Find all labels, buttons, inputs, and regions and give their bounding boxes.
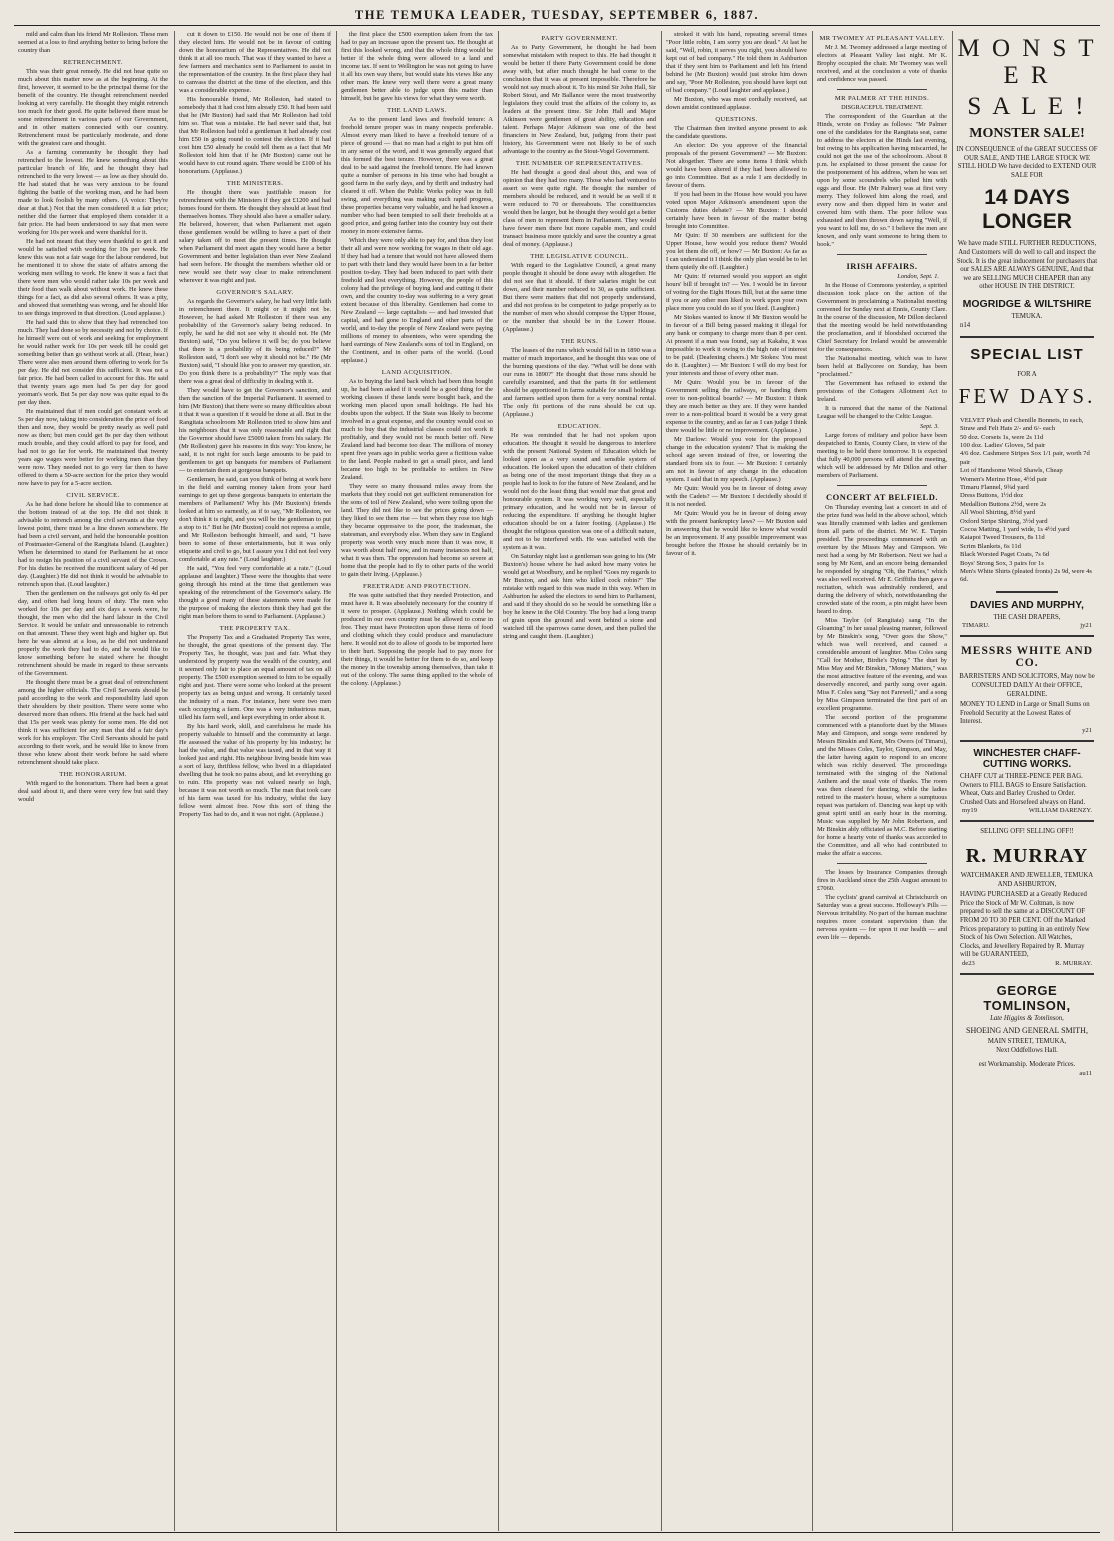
ad-code: my19 (962, 807, 978, 815)
special-list-ad (956, 346, 1098, 629)
article-headline: MR TWOMEY AT PLEASANT VALLEY. (819, 35, 945, 42)
ad-body: HAVING PURCHASED at a Greatly Reduced Price the Stock of Mr W. Coltman, is now prepared to sell the same at a DISCOUNT OF FROM 20 TO 30 PER CENT. Off the Marked Prices preparatory to putting in an entirely New Stock of his Own Selection. All Watches, Clocks, and Jewellery Repaired by R. Murray will be GUARANTEED, (960, 891, 1090, 959)
paragraph: If you had been in the House how would you have voted upon Major Atkinson's amendment upon the Customs duties debate? — Mr Buxton: I should certainly have been in favour of the matter being brought into Committee. (666, 191, 807, 230)
section-heading: LAND ACQUISITION. (381, 369, 453, 376)
dateline: London, Sept. 1. (897, 273, 939, 280)
section-heading: RETRENCHMENT. (63, 59, 123, 66)
paragraph: The leases of the runs which would fall in in 1890 was a matter of much importance, and he thought this was one of the burning questions of the day. "What will be done with our runs in 1890?" He thought that those runs should be carefully examined, and that the parts fit for settlement should be apportioned in farms suitable for small holdings and farmers settled upon them for a very nominal rental. The only fit portions of the runs should be cut up. (Applause.) (503, 347, 656, 418)
paragraph: Mr Quin: If 30 members are sufficient for the Upper House, how would you reduce them? Would you let them die off, or how? — Mr Buxton: As far as I can understand it I think the only plan would be to let them quietly die off. (Laughter.) (666, 232, 807, 271)
paragraph: He was quite satisfied that they needed Protection, and must have it. It was absolutely necessary for the country if it were to prosper. (Applause.) Nothing which could be produced in our own country must be allowed to come in free. They must have Protection upon these items of food and clothing which they could produce and manufacture here. It would not do to allow of goods to be imported here to their hurt. Supposing the people had to pay more for their things, it would be better for them to do so, and keep the money in the township among themselves, than take it out of the colony. The same thing applied to the whole of the colony. (Applause.) (341, 592, 493, 687)
paragraph: Large forces of military and police have been despatched to Ennis, County Clare, in view of the meeting to be held there tomorrow. It is expected that fully 40,000 persons will attend the meeting, which will be addressed by Mr Dillon and other members of Parliament. (817, 432, 947, 479)
paragraph: The Property Tax and a Graduated Property Tax were, he thought, the great questions of the present day. The Property Tax, he thought, was just and fair. What they understood by property was the wealth of the country, and it seemed only fair to place an equal amount of tax on all property. The £500 exemption seemed to him to be equally right and just. There were some who looked at the present property tax as being unjust and wrong. It certainly taxed the industry of a man. For instance, here were two men each occupying a farm. One was a very industrious man, tilled his farm well, and kept everything in order about it. (179, 634, 331, 721)
price-list-item: Kaiapoi Tweed Trousers, 8s 11d (960, 534, 1045, 542)
price-list-item: Timaru Flannel, 9¾d yard (960, 483, 1029, 491)
paragraph: They were so many thousand miles away from the markets that they could not get sufficient remuneration for the sons of toil of New Zealand, who were toiling upon the land. They did not like to see the prices going down — they liked to see them rise — but when they rose too high they became oppressive to the poor, the tradesman, the statesman, and everybody else. When they saw in England property was worth very much more than it was now, it was worth about half now, and in many instances not half, what it was then. The oppression had become so severe at home that the people had to fly to other parts of the world to gain their living. (Applause.) (341, 483, 493, 578)
paragraph: The Government has refused to extend the provisions of the Cottagers Allotment Act to Ireland. (817, 380, 947, 403)
paragraph: He maintained that if men could get constant work at 5s per day now, taking into consideration the price of food then and now, they would be pretty nearly as well paid now as then; but men could get 8s per day then without much trouble, and they could afford to pay for food, and had not to go far for work. He maintained that twenty years ago wages were better for working men than they were now. They needed not to go very far then to have offered to them a 50-acre section for the price they would now have to pay for a 5-acre section. (18, 408, 168, 487)
ad-code: de23 (962, 959, 975, 967)
paragraph: He said, "You feel very comfortable at a rate." (Loud applause and laughter.) These were the thoughts that were going through his mind at the time that gentlemen was speaking of the retrenchment of the Governor's salary. He thought a good many of these statements were made for the purpose of making the electors think they had got the right man before them to send to Parliament. (Applause.) (179, 565, 331, 620)
paragraph: Mr Stokes wanted to know if Mr Buxton would be in favour of a Bill being passed making it illegal for any bank or company to charge more than 8 per cent. At present if a man was found, say at Kakahu, it was impossible to work it owing to the high rate of interest to be paid. (Deafening cheers.) Mr Stokes: You must do it. (Laughter.) — Mr Buxton: I will do my best for your interests and those of every other man. (666, 314, 807, 377)
paragraph: By his hard work, skill, and carefulness he made his property valuable to himself and the community at large. He assessed the value of his property by his industry; he had the value, and that value was taxed, and in that way it looked just and right. His neighbour living beside him was a sort of lazy, thriftless fellow, who lived in a dilapidated dwelling that he took no pains about, and let everything go to ruin. His property was not valued nearly so high, because it was not worth so much. The man that took care of his farm was taxed for his industry, whilst the lazy fellow went almost free. Now this sort of thing the Property Tax had to do, and it was not right. (Applause.) (179, 723, 331, 818)
paragraph: Mr Buxton, who was most cordially received, sat down amidst continued applause. (666, 96, 807, 111)
divider (996, 591, 1058, 593)
ad-code: jy21 (1080, 622, 1092, 630)
advertisement-column (956, 31, 1098, 1531)
paragraph: The second portion of the programme commenced with a pianoforte duet by the Misses May and Gimpson, and songs were rendered by Messrs Binskin and Kent, Mrs Owers (of Timaru), and the Misses Coles, Taylor, Gimpson, and May, the latter having again to respond to an encore which was richly deserved. The proceedings terminated with the singing of the National Anthem and the usual vote of thanks. The room was then cleared for dancing, while the ladies retired to the master's house, where a sumptuous repast was partaken of. Dancing was kept up with great spirit until an early hour in the morning. Music was supplied by Mr John Robertson, and Mr Binskin ably officiated as M.C. Before starting for home a hearty vote of thanks was accorded to the Committee, and all who had contributed to make the affair a success. (817, 714, 947, 857)
ad-body: IN CONSEQUENCE of the GREAT SUCCESS OF OUR SALE, AND THE LARGE STOCK WE STILL HOLD We have decided to EXTEND OUR SALE FOR (956, 146, 1098, 179)
white-and-co-ad (956, 645, 1098, 734)
column-rule (174, 31, 175, 1531)
article-headline: MR PALMER AT THE HINDS. (834, 95, 930, 102)
paragraph: Mr Darlow: Would you vote for the proposed change in the education system? That is making the school age seven instead of five, or lowering the standard from six to four. — Mr Buxton: I certainly am not in favour of any change in the education system. I said that in my speech. (Applause.) (666, 436, 807, 483)
price-list (956, 417, 1098, 585)
ad-code: au11 (1079, 1069, 1092, 1077)
bottom-rule (14, 1532, 1100, 1533)
paragraph: the first place the £500 exemption taken from the tax had to pay an increase upon the present tax. He thought at first this looked wrong, and that the whole thing would be better if the whole thing were allowed to a land and income tax. If sent to Wellington he was not going to have it all his own way there, but would state his views like any other man. He knew very well there were a great many gentlemen better able to judge upon this matter than himself, but he gave his views for what they were worth. (341, 31, 493, 102)
masthead: THE TEMUKA LEADER, TUESDAY, SEPTEMBER 6, 1887. (354, 8, 760, 22)
advertiser-name: R. MURRAY (965, 844, 1089, 867)
price-list-item: Oxford Stripe Shirting, 3½d yard (960, 517, 1048, 525)
ad-subheadline: FOR A (1017, 371, 1037, 379)
paragraph: Which they were only able to pay for, and thus they lost their all and were now working for wages in their old age. If they had had a tenure that would not have allowed them to part with their land they would have been in a far better position to-day. They had been induced to part with their freehold and lost everything. However, the people of this colony had the privilege of buying land and cutting it their own, and the country to-day was suffering to a very great extent because of this liberality. Gentlemen had come to New Zealand — large capitalists — and had invested that capital, and had gone to England and other parts of the world, and to-day the people of New Zealand were paying millions of money to absentees, who were spending the hard earnings of New Zealand's sons of toil in England, on the Continent, and in other parts of the world. (Loud applause.) (341, 237, 493, 364)
dateline: Sept. 3. (920, 423, 939, 430)
paragraph: It is rumored that the name of the National League will be changed to the Celtic League. (817, 405, 947, 420)
paragraph: He thought there must be a great deal of retrenchment among the higher officials. The Civil Servants should be paid according to the work and responsibility laid upon their shoulders by their position. There were some who deserved more than others. His friend at the back had said that 15s per week was plenty for some men. He did not think it was sufficient for any man that did a fair day's work for his employer. The Civil Servants should be paid according to their work, and he would like to know from those who knew about their work before he said where retrenchment should take place. (18, 679, 168, 766)
paragraph: Mr J. M. Twomey addressed a large meeting of electors at Pleasant Valley last night. Mr K. Brophy occupied the chair. Mr Twomey was well received, and at the conclusion a vote of thanks and confidence was passed. (817, 44, 947, 83)
article-column-5 (666, 31, 807, 1531)
section-heading: THE LAND LAWS. (387, 107, 447, 114)
ad-headline: M O N S T E R (957, 35, 1097, 89)
price-list-item: Lot of Handsome Wool Shawls, Cheap (960, 467, 1063, 475)
ad-code: y21 (1082, 727, 1092, 734)
ad-body: CHAFF CUT at THREE-PENCE PER BAG. Owners to FILL BAGS to Ensure Satisfaction. Wheat, Oats and Barley Crushed to Order. Crushed Oats and Horsefeed always on Hand. (960, 773, 1087, 806)
price-list-item: 4/6 doz. Cashmere Stripes Sox 1/1 pair, worth 7d pair (960, 450, 1090, 466)
paragraph: On Thursday evening last a concert in aid of the prize fund was held in the above school, which was literally crammed with ladies and gentlemen from all parts of the district. Mr W. E. Turpin presided. The proceedings commenced with an overture by the Misses May and Gimpson. We next had a song by Mr Robertson. Next we had a song by Mr Kent, and an encore being demanded he responded by singing "Oh, the Fairies," which was also well received. Mr E. Griffiths then gave a recitation, which was admirably rendered, and during the delivery of which, notwithstanding the crowded state of the room, a pin might have been heard to drop. (817, 504, 947, 615)
ad-location: TEMUKA. (1011, 312, 1043, 320)
ad-signature: WILLIAM DARENZY. (1028, 807, 1092, 815)
price-list-item: 50 doz. Corsets 1s, were 2s 11d (960, 433, 1044, 441)
advertiser-name: MOGRIDGE & WILTSHIRE (962, 297, 1092, 310)
tomlinson-ad (956, 983, 1098, 1077)
section-heading: THE MINISTERS. (226, 180, 284, 187)
section-heading: THE LEGISLATIVE COUNCIL. (530, 253, 629, 260)
advertiser-name: GEORGE TOMLINSON, (983, 982, 1071, 1013)
article-column-6 (817, 31, 947, 1531)
ad-subheadline: MONSTER SALE! (969, 126, 1085, 141)
ad-headline: SPECIAL LIST (970, 346, 1084, 364)
paragraph: The correspondent of the Guardian at the Hinds, wrote on Friday as follows: "Mr Palmer one of the candidates for the Rangitata seat, came to address the electors at the Hinds last evening, but owing to his application having miscarried, he could not get the use of the schoolroom. About 8 p.m. he explained to those present the cause for the postponement of his address, when he was set upon by some scoundrels who pelted him with eggs and flour. He (Mr Palmer) was at first very merry. They followed him along the road, and every now and then dipped him in water and covered him with them. The poor fellow was exhausted and then thrown down saying "Well, if you want to kill me, do so." I believe the men are known, and only want someone to bring them to book." (817, 113, 947, 248)
paragraph: With regard to the Legislative Council, a great many people thought it should be done away with altogether. He did not see that it should. If their salaries might be cut down, and their number reduced to 30, as quite sufficient. But there were matters that did not properly understand, and did not profess to be competent to judge properly as to the number of men who should compose the Upper House, or the number that should be in the Lower House. (Applause.) (503, 262, 656, 333)
paragraph: Mr Quin: If returned would you support an eight hours' bill if brought in? — Yes. I would be in favour of voting for the Eight Hours Bill, but at the same time if you or any other men liked to work upon your own place more you could do so if you liked. (Laughter.) (666, 273, 807, 312)
ad-body: We have made STILL FURTHER REDUCTIONS, And Customers will do well to call and inspect the Stock. It is the great inducement for purchasers that our SALES ARE ALWAYS GENUINE, And that we are SELLING MUCH CHEAPER than any other HOUSE IN THE DISTRICT. (956, 240, 1098, 291)
advertiser-name: MESSRS WHITE AND CO. (960, 645, 1094, 670)
paragraph: As to the present land laws and freehold tenure: A freehold tenure proper was in many respects preferable. Almost every man liked to have a freehold tenure of a piece of ground — that no man had a right to put him off in any sense of the word, and it was generally argued that this formed the best tenure. However, there was a great deal to be said against the freehold tenure. He had known quite a number of persons in his time who had bought a good farm in the early days, and by thrift and industry had cleared it off. When the Public Works policy was in full swing, and everything was making such rapid progress, these properties became very valuable, and he had known a number who had been tempted to sell their freeholds at a good price, and going farther into the country buy out their money in more extensive farms. (341, 116, 493, 235)
paragraph: stroked it with his hand, repeating several times "Poor little robin, I am sorry you are dead." At last he said, "Well, robin, it serves you right, you should have kept out of bad company." He told them in Ashburton that if they sent him to Parliament and left his friend behind he (Mr Buxton) would just stroke him down and say, "Poor Mr Rolleston, you should have kept out of bad company." (Loud laughter and applause.) (666, 31, 807, 94)
masthead-rule (14, 25, 1100, 26)
divider (837, 485, 927, 486)
paragraph: As to buying the land back which had been thus bought up, he had been asked if it would be a good thing for the working classes if these lands were bought back, and the working men placed upon small holdings. He had his doubts upon the subject. If the State was likely to become involved in a great expense, and the country would cost so much to buy that the industrial classes could not work it profitably, and they would not be much better off. New Zealand land had become too dear. The millions of money spent five years ago in public works gave a fictitious value to the land. People rushed to get a small piece, and land became too high to be profitable to settlers in New Zealand. (341, 378, 493, 481)
price-list-item: Boys' Strong Sox, 3 pairs for 1s (960, 559, 1044, 567)
paragraph: Miss Taylor (of Rangitata) sang "In the Gloaming" in her usual pleasing manner, followed by Mr Binskin's song, "Over goes the Show," which was well received, and caused a considerable amount of laughter. Miss Coles sang "Call for Mother, Birdie's Dying." The duet by Miss May and Mr Binskin, "Money Matters," was the most attractive feature of the evening, and was deservedly encored, and partly sung over again. Miss F. Coles sang "Say not Farewell," and a song by Miss Gimpson terminated the first part of an excellent programme. (817, 617, 947, 712)
article-column-4 (503, 31, 656, 1531)
divider (960, 820, 1094, 822)
divider (837, 89, 927, 90)
ad-headline: FEW DAYS. (958, 383, 1096, 408)
article-headline: IRISH AFFAIRS. (846, 261, 918, 271)
price-list-item: All Wool Shirting, 8½d yard (960, 509, 1036, 517)
divider (837, 863, 927, 864)
ad-footer (956, 960, 1098, 967)
section-heading: PARTY GOVERNMENT. (541, 35, 618, 42)
paragraph: As to Party Government, he thought he had been somewhat mistaken with respect to this. He had thought it would be better if there Party Government could be done away with, but after much thought he had come to the conclusion that it was at present impossible. Therefore he would not say much about it. To his mind Sir John Hall, Sir Robert Stout, and Mr Ballance were the most trustworthy legislators they could trust the affairs of the colony to, as leaders at the present time. Sir John Hall and Major Atkinson were gentlemen of great ability, education and talent. Perhaps Major Atkinson was one of the best financiers in New Zealand, but, judging from their past history, his Government were not likely to be of such advantage to the country as the Stout-Vogel Government. (503, 44, 656, 155)
ad-location: TIMARU. (962, 622, 990, 630)
monster-sale-ad (956, 35, 1098, 330)
paragraph: They would have to get the Governor's sanction, and then the sanction of the Imperial Parliament. It seemed to him (Mr Buxton) that there were so many difficulties about it that it was a question if it would be done at all. But in the Rangitata schoolroom Mr Rolleston tried to show him and his neighbours that it was only reasonable and right that the Governor should have £5000 taken from his salary. He (Mr Rolleston) gave his reasons in this way: You know, he said, it is not right for such large amounts to be paid to gentlemen to get up banquets for members of Parliament — to entertain them at gorgeous banquets. (179, 387, 331, 474)
section-heading: QUESTIONS. (715, 116, 758, 123)
price-list-item: Women's Merino Hose, 4½d pair (960, 475, 1048, 483)
ad-location: MAIN STREET, TEMUKA, (987, 1038, 1067, 1046)
ad-body: MONEY TO LEND in Large or Small Sums on Freehold Security at the Lowest Rates of Interest. (960, 701, 1090, 726)
paragraph: An elector: Do you approve of the financial proposals of the present Government? — Mr Buxton: Not altogether. There are some items I think which would have been altered if they had been allowed to go into Committee. But as a rule I am decidedly in favour of them. (666, 142, 807, 189)
paragraph: Mr Quin: Would you be in favour of the Government selling the railways, or handing them over to non-political boards? — Mr Buxton: I think they are much better as they are. If they were handed over to a non-political board it would be a very great expense to the country, and as far as I can judge I think there would be little or no improvement. (Applause.) (666, 379, 807, 434)
paragraph: This was their great remedy. He did not hear quite so much about this matter now as at the beginning. At the first, however, it seemed to be the principal theme for the benefit of the country. He thought retrenchment needed looking at very carefully. He thought they might retrench too much for their good. He quite believed there must be some retrenchment in various parts of our Government, and in other matters connected with our country. Retrenchment must be particularly moderate, and done with the greatest care and thought. (18, 68, 168, 147)
article-column-1 (18, 31, 168, 1531)
ad-body: est Workmanship. Moderate Prices. (978, 1061, 1076, 1069)
paragraph: He was reminded that he had not spoken upon education. He thought it would be dangerous to interfere with the present National System of Education which he looked upon as a very sound and sensible system of education. He looked upon the education of their children as being one of the most important things that they as a people had to look to for the future of New Zealand, and he would not do the least thing that would mar that great and honourable system. It was working very well, especially primary education, and he would not be in favour of reducing the expenditure. If anything he thought higher education should be on a fairer footing. (Applause.) He thought the religious question was one of a difficult nature, and not to be interfered with. He was satisfied with the system as it was. (503, 432, 656, 551)
chaff-cutting-ad (956, 748, 1098, 814)
ad-body: THE CASH DRAPERS, (993, 613, 1061, 621)
divider (837, 254, 927, 255)
paragraph: He had not meant that they were thankful to get it and would be satisfied with working for 10s per week. He knew this was not a fair wage for the labour rendered, but he mentioned it to show the state of affairs among the working men willing to work. He knew it was a fact that there were men who would rather take 10s per week and their food than walk about without work. He knew these things for a fact, as did also several others. It was a pity, and showed that something was wrong, and he should like to see things improved in that direction. (Loud applause.) (18, 238, 168, 317)
paragraph: Then the gentlemen on the railways got only 6s 4d per day, and often had long hours of duty. The men who worked for 10s per day and six days a week were, he thought, the men who did the hard labour in the Civil Service. It would be unfair and unreasonable to retrench on that amount. These they went high and higher up. But here he was almost at a loss, as he did not understand properly the work they had to do, and he would like to know something before he stated where he thought retrenchment should be made in regard to these servants of the Government. (18, 590, 168, 677)
ad-footer (956, 807, 1098, 814)
article-column-3 (341, 31, 493, 1531)
article-headline: CONCERT AT BELFIELD. (826, 492, 938, 502)
column-rule (812, 31, 813, 1531)
paragraph: Mr Quin: Would you be in favour of doing away with the present bankruptcy laws? — Mr Buxton said in answering that he would like to know what would be an improvement. If any possible improvement was brought before the House he should certainly be in favour of it. (666, 510, 807, 557)
paragraph: In the House of Commons yesterday, a spirited discussion took place on the action of the Government in proclaiming a Nationalist meeting convened for Sunday next at Ennis, County Clare. In the course of the discussion, Mr Dillon declared that the meeting would be held notwithstanding the proclamation, and if bloodshed occurred the Chief Secretary for Ireland would be answerable for the consequences. (817, 282, 947, 353)
section-heading: GOVERNOR'S SALARY. (216, 289, 294, 296)
ad-body: Late Higgins & Tomlinson, (990, 1014, 1064, 1022)
divider (960, 635, 1094, 637)
section-heading: FREETRADE AND PROTECTION. (363, 583, 471, 590)
section-heading: THE NUMBER OF REPRESENTATIVES. (515, 160, 644, 167)
column-rule (952, 31, 953, 1531)
murray-ad (956, 828, 1098, 967)
price-list-item: Dress Buttons, 1½d doz (960, 492, 1024, 500)
price-list-item: Black Worsted Paget Coats, 7s 6d (960, 551, 1050, 559)
paragraph: He had thought a good deal about this, and was of opinion that they had too many. Those who had ventured to assert so were quite right. He thought the number of members should be reduced, and it would be as well if it were reduced to 70 or thereabouts. The constituencies would then be larger, but he thought they would get a better class of men to represent them in Parliament. They would have fewer men there but more capable men, and could transact business more quickly and save the country a great deal of money. (Applause.) (503, 169, 656, 248)
ad-subheadline: SELLING OFF! SELLING OFF!! (980, 828, 1074, 836)
article-column-2 (179, 31, 331, 1531)
paragraph: With regard to the honorarium. There had been a great deal said about it, and there were very few but said they would (18, 780, 168, 803)
ad-body: BARRISTERS AND SOLICITORS, May now be CONSULTED DAILY At their OFFICE, GERALDINE. (959, 673, 1095, 698)
paragraph: The Nationalist meeting, which was to have been held at Ballycoree on Sunday, has been "proclaimed." (817, 355, 947, 378)
ad-body: WATCHMAKER AND JEWELLER, TEMUKA AND ASHBURTON, (960, 871, 1094, 888)
section-heading: THE PROPERTY TAX. (219, 625, 291, 632)
paragraph: The Chairman then invited anyone present to ask the candidate questions. (666, 125, 807, 140)
sub-headline: DISGRACEFUL TREATMENT. (841, 104, 923, 111)
section-heading: THE RUNS. (560, 338, 599, 345)
paragraph: As regards the Governor's salary, he had very little faith in retrenchment there. It might or it might not be. However, he had asked Mr Rolleston if there was any probability of the Governor's salary being reduced. In reply, he said he did not see why it should not. He (Mr Buxton) said, "Do you believe it will be; do you believe that there is a probability of its being reduced?" Mr Rolleston said, "I don't see why it should not be." He (Mr Buxton) said, "I should like you to answer my question, sir. Do you think there is a probability?" The reply was that there was a great deal of difficulty in dealing with it. (179, 298, 331, 385)
paragraph: He had said this to show that they had retrenched too much. They had done so by necessity and not by choice. If he himself were out of work and seeking for employment he would rather work for 10s per week till he could get something better than go without work at all. (Hear, hear.) There were also men around them offering to work for 5s per day. He did not consider this sufficient. It was not a fair price. He had been called to account for this. He said that twenty years ago men had 5s per day for good yeoman's work. But 5s per day now was quite equal to 8s per day then. (18, 319, 168, 406)
divider (960, 973, 1094, 975)
ad-body: SHOEING AND GENERAL SMITH, (966, 1025, 1088, 1035)
paragraph: The losses by Insurance Companies through fires in Auckland since the 25th August amount to £7060. (817, 869, 947, 892)
advertiser-name: WINCHESTER CHAFF-CUTTING WORKS. (973, 748, 1081, 770)
column-rule (498, 31, 499, 1531)
column-rule (661, 31, 662, 1531)
paragraph: He thought there was justifiable reason for retrenchment with the Ministers if they got £1200 and had homes found for them. He thought they should at least find themselves homes. They should also have a smaller salary. He believed, however, that when Parliament met again those gentlemen would be willing to have a part of their salary taken off to meet the present times. He thought when Parliament did meet again they would have a better Government and better legislation than ever New Zealand had seen before. He thought the members whether old or new would see their way clear to make retrenchment wherever it was right and just. (179, 189, 331, 284)
ad-signature: R. MURRAY. (1055, 959, 1092, 967)
ad-headline: S A L E ! (967, 93, 1087, 120)
price-list-item: 100 doz. Ladies' Gloves, 5d pair (960, 441, 1046, 449)
paragraph: As a farming community he thought they had retrenched to the lowest. He knew something about this particular branch of life, and he thought they had retrenched to the very lowest — as low as they should do. He had stated that he was very anxious to be found fighting the battle of the working man, and he had been made to look foolish by many others. (A voice: They're dear at that.) Not that the men considered it a fair price; neither did the farmer that employed them consider it a fair price. He had been understood to say that men were working for 10s per week and were thankful for it. (18, 149, 168, 236)
paragraph: The cyclists' grand carnival at Christchurch on Saturday was a great success. Holloway's Pills — Nervous irritability. No part of the human machine requires more constant supervision than the nervous system — for upon it our health — and even life — depends. (817, 894, 947, 941)
price-list-item: VELVET Plush and Chenille Bonnets, in each, (960, 416, 1084, 424)
section-heading: CIVIL SERVICE. (66, 492, 120, 499)
divider (960, 740, 1094, 742)
paragraph: Mr Quin: Would you be in favour of doing away with the Cadets? — Mr Buxton: I decidedly should if it is not needed. (666, 485, 807, 508)
section-heading: THE HONORARIUM. (59, 771, 127, 778)
section-heading: EDUCATION. (557, 423, 602, 430)
ad-body: Next Oddfellows Hall. (996, 1046, 1058, 1054)
price-list-item: Straw and Felt Hats 2/- and 6/- each (960, 425, 1056, 433)
price-list-item: Men's White Shirts (pleated fronts) 2s 9d, were 4s 6d. (960, 568, 1093, 584)
price-list-item: Cocoa Matting, 1 yard wide, 1s 4½d yard (960, 526, 1070, 533)
price-list-item: Medallion Buttons 2½d, were 2s (960, 500, 1047, 508)
ad-highlight: 14 DAYS LONGER (982, 186, 1072, 234)
paragraph: mild and calm than his friend Mr Rolleston. These men seemed at a loss to find anything better to bring before the country than (18, 31, 168, 54)
paragraph: His honourable friend, Mr Rolleston, had stated to somebody that it had cost him already £50. It had been said that he (Mr Buxton) had said that Mr Rolleston had told him so. That was a mistake. He had never said that, but that Mr Rolleston had told a gentleman it had already cost him £50 in going round to contest the election. If it had cost him £50 already he could tell them as a fact that Mr Rolleston told him that if he (Mr Buxton) came out he would have to cut round again. There would be £100 of his honorarium. (Applause.) (179, 96, 331, 175)
price-list-item: Scrim Blankets, 6s 11d (960, 542, 1021, 550)
paragraph: Gentlemen, he said, can you think of being at work here in the field and earning money taken from your hard earnings to get up these gorgeous banquets to entertain the members of Parliament? Why his (Mr Buxton's) friends looked at him so earnestly, as if to say, "Mr Rolleston, we don't think it is right, and you will be the gentleman to put a stop to it." But he (Mr Buxton) could not repress a smile, and Mr Rolleston bethought himself, and said, "I have been to some of these entertainments, but it was only etiquette and civil to go, but I assure you I did not feel very comfortable at any rate." (Loud laughter.) (179, 476, 331, 563)
column-rule (336, 31, 337, 1531)
paragraph: As he had done before he should like to commence at the bottom instead of at the top. He did not think it advisable to retrench among the civil servants at the very lowest point, there must be a line drawn somewhere. He had been a civil servant, and held the honourable position of Postmaster-General of the Rangitata Island. (Laughter.) When he determined to stand for Parliament he at once had to resign his position of a civil servant of the Crown. For his duties he received the munificent salary of 4d per day. (Laughter.) He did not think it would be advisable to retrench upon that. (Loud laughter.) (18, 501, 168, 588)
paragraph: On Saturday night last a gentleman was going to his (Mr Buxton's) house where he had asked how many votes he would get at Woodbury, and he replied "Goes my regards to Mr Buxton, and ask him who killed cock robin?" The mistake with regard to this was made in this way. When in Ashburton he asked the electors to send him to Parliament, and said if they should do so he would be something like a boy he knew in the Old Country. The boy had a long tramp of grain upon the ground and went behind a stone and watched till the sparrows came down, and then pulled the string and caught them. (Laughter.) (503, 553, 656, 640)
paragraph: cut it down to £150. He would not be one of them if they elected him. He would not be in favour of cutting down the honorarium of the Representatives. He did not think it at all too much. That was if they wanted to have a few farmers and mechanics sent to Parliament to assist in the representation of the country. In the first place they had to canvass the district at the time of the election, and this was a considerable expense. (179, 31, 331, 94)
ad-code: n14 (960, 321, 971, 329)
divider (960, 336, 1094, 338)
advertiser-name: DAVIES AND MURPHY, (970, 598, 1084, 611)
ad-footer (956, 622, 1098, 629)
